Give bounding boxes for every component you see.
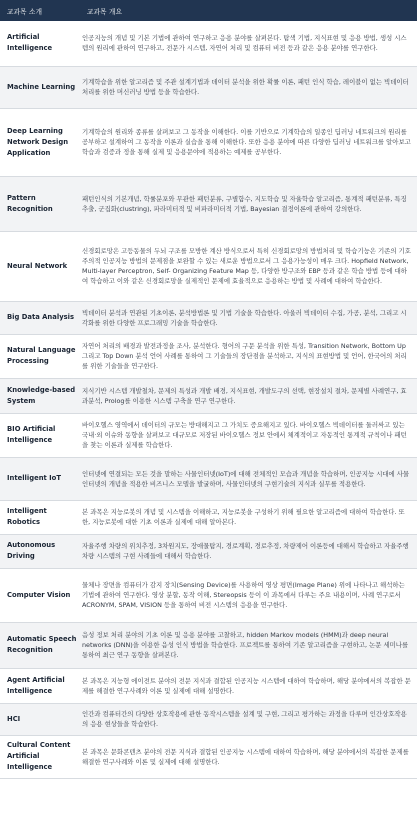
table-row	[0, 301, 417, 334]
header-course-overview: 교과목 개요	[87, 7, 123, 16]
course-description: 물체나 장면을 컴퓨터가 감지 장치(Sensing Device)를 사용하여 영상 평면(Image Plane) 위에 나타나고 해석하는 기법에 관하여 연구한다. 영상 분할, 동작 이해, Stereopsis 등이 이 과목에서 다루는 주요 내용이며, 사례 연구로서 ACRONYM, SPAM, VISION 등을 통하여 비전 시스템의 응용을 연구한다.	[80, 568, 417, 622]
table-row	[0, 378, 417, 413]
table-row	[0, 21, 417, 66]
course-name: HCI	[0, 703, 80, 735]
course-description: 음성 정보 처리 분야의 기초 이론 및 응용 분야를 고찰하고, hidden Markov models (HMM)과 deep neural networks (DNN)을 이용한 음성 인식 방법을 학습한다. 프로젝트를 통하여 기존 알고리즘을 구현하고, 논문 세미나를 통하여 최근 연구 동향을 살펴본다.	[80, 622, 417, 668]
course-description: 신경회로망은 고등동물의 두뇌 구조를 모방한 계산 방식으로서 특히 신경회로망의 방법처리 및 학습기능은 기존의 기호주의적 인공지능 방법의 문제점을 보완할 수 있는 새로운 방법으로서 그 응용가능성이 매우 크다. Hopfield Network, Multi-layer Perceptron, Self- Organizing Feature Map 등, 다양한 방구조와 EBP 등과 같은 학습 방법 등에 대하여 학습하고 이와 같은 신경회로망을 실제적인 문제에 효율적으로 응용하는 방법 및 사례에 대하여 학습한다.	[80, 231, 417, 301]
table-body	[0, 21, 417, 778]
course-description: 자율주행 차량의 위치추정, 3차원지도, 장애물탐지, 경로계획, 경로추정, 차량제어 이론등에 대해서 학습하고 자율주행차량 시스템의 구현 사례들에 대해서 학습한다.	[80, 534, 417, 568]
table-row	[0, 668, 417, 703]
course-name: Intelligent Robotics	[0, 500, 80, 534]
course-name: Computer Vision	[0, 568, 80, 622]
course-description: 인터넷에 연결되는 모든 것을 말하는 사물인터넷(IoT)에 대해 전체적인 모습과 개념을 학습하며, 인공지능 시대에 사물인터넷의 개념을 적용한 비즈니스 모델을 발굴하며, 사물인터넷의 구현기술의 지식과 실무를 적용한다.	[80, 457, 417, 500]
table-row	[0, 703, 417, 735]
header-row	[0, 0, 417, 21]
course-description: 본 과목은 지능형 에이전트 분야의 전문 지식과 결합된 인공지능 시스템에 대하여 학습하며, 해당 분야에서의 복잡한 문제를 해결한 연구사례와 이론 및 실제에 대해 설명한다.	[80, 668, 417, 703]
course-description: 기계학습의 원리와 종류를 살펴보고 그 동작을 이해한다. 이를 기반으로 기계학습의 일종인 딥러닝 네트워크의 원리를 공부하고 설계하여 그 동작을 이론과 실습을 통해 이해한다. 또한 응용 분야에 따른 다양한 딥러닝 네트워크를 알아보고 학습과 검증과 정을 통해 실제 및 응용문야에 적용하는 예제를 공부한다.	[80, 108, 417, 176]
course-name: Pattern Recognition	[0, 176, 80, 231]
table-row	[0, 568, 417, 622]
course-description: 빅데이터 분석과 연관된 기초이론, 분석방법론 및 기법 기술을 학습한다. 아울러 빅데이터 수집, 가공, 분석, 그리고 시각화를 위한 다양한 프로그래밍 기술을 학습한다.	[80, 301, 417, 334]
course-description: 인공지능의 개념 및 기본 기법에 관하여 연구하고 응용 분야를 살펴본다. 탐색 기법, 지식표현 및 응용 방법, 생성 시스템의 원리에 관하여 연구하고, 전문가 시스템, 자연어 처리 및 컴퓨터 비전 등과 같은 응용 분야를 연구한다.	[80, 21, 417, 66]
table-row	[0, 457, 417, 500]
course-name: Deep Learning Network Design Application	[0, 108, 80, 176]
course-name: Natural Language Processing	[0, 334, 80, 378]
course-name: Agent Artificial Intelligence	[0, 668, 80, 703]
course-description: 패턴인식의 기본개념, 학률분포와 무관한 패턴분류, 구별함수, 지도학습 및 자율학습 알고리즘, 통계적 패턴분류, 특징추출, 군집화(clustring), 파라미터적 및 비파라미터적 기법, Bayesian 결정이론에 관하여 강의한다.	[80, 176, 417, 231]
course-name: Machine Learning	[0, 66, 80, 108]
table-row	[0, 231, 417, 301]
table-row	[0, 534, 417, 568]
table-row	[0, 334, 417, 378]
course-description: 인간과 컴퓨터간의 다양한 상호작용에 관한 동작시스템을 설계 및 구현, 그리고 평가하는 과정을 다루며 인간상호작용의 응용 현상들을 학습한다.	[80, 703, 417, 735]
course-name: Cultural Content Artificial Intelligence	[0, 735, 80, 778]
table-row	[0, 500, 417, 534]
course-name: Big Data Analysis	[0, 301, 80, 334]
table-header	[0, 0, 417, 21]
course-name: Autonomous Driving	[0, 534, 80, 568]
course-name: Neural Network	[0, 231, 80, 301]
table-row	[0, 413, 417, 457]
table-row	[0, 66, 417, 108]
course-description: 바이오헬스 영역에서 데이터의 규모는 방대해지고 그 가치도 증요해지고 있다. 바이오헬스 빅데이터를 둘러싸고 있는 국내·외 이슈와 동향을 살펴보고 대규모로 저장된 바이오헬스 정보 안에서 체계적이고 자동적인 통계적 규칙이나 패턴을 찾는 이론과 실제를 학습한다.	[80, 413, 417, 457]
course-description: 지식기반 시스템 개발철차, 문제의 특성과 개발 배경, 지식표현, 개발도구의 선택, 현장설치 절차, 문제별 사례연구, 효과분석, Prolog를 이용한 시스템 구축을 연구 연구한다.	[80, 378, 417, 413]
course-name: Artificial Intelligence	[0, 21, 80, 66]
table-row	[0, 108, 417, 176]
table-row	[0, 176, 417, 231]
course-description: 본 과목은 지능로봇의 개념 및 시스템을 이해하고, 지능로봇을 구성하기 위해 필요한 알고리즘에 대하여 학습한다. 또한, 지능로봇에 대한 기초 이론과 실제에 대해 알아본다.	[80, 500, 417, 534]
header-course-name: 교과목 소개	[7, 7, 43, 16]
table-row	[0, 622, 417, 668]
course-name: Intelligent IoT	[0, 457, 80, 500]
course-description: 본 과목은 문화콘텐츠 분야의 전문 지식과 결합된 인공지능 시스템에 대하여 학습하며, 해당 분야에서의 복잡한 문제를 해결한 연구사례와 이론 및 실제에 대해 설명한다.	[80, 735, 417, 778]
course-name: BIO Artificial Intelligence	[0, 413, 80, 457]
course-description: 자연어 처리의 배경과 발전과정을 조사, 분석한다. 형어의 구문 분석을 위한 특성, Transition Network, Bottom Up 그리고 Top Down 분석 언어 사례를 통하여 그 기술들의 장단점을 분석하고, 지식의 표현방법 및 언어, 한국어의 처리를 위한 기술들을 연구한다.	[80, 334, 417, 378]
table-row	[0, 735, 417, 778]
course-description: 기계학습을 위한 알고리즘 및 주관 설계기법과 데이터 분석을 위한 확률 이론, 패턴 인식 학습, 레이블이 없는 빅데이터 처리를 위한 머신러닝 방법 등을 학습한다.	[80, 66, 417, 108]
course-name: Automatic Speech Recognition	[0, 622, 80, 668]
course-name: Knowledge-based System	[0, 378, 80, 413]
